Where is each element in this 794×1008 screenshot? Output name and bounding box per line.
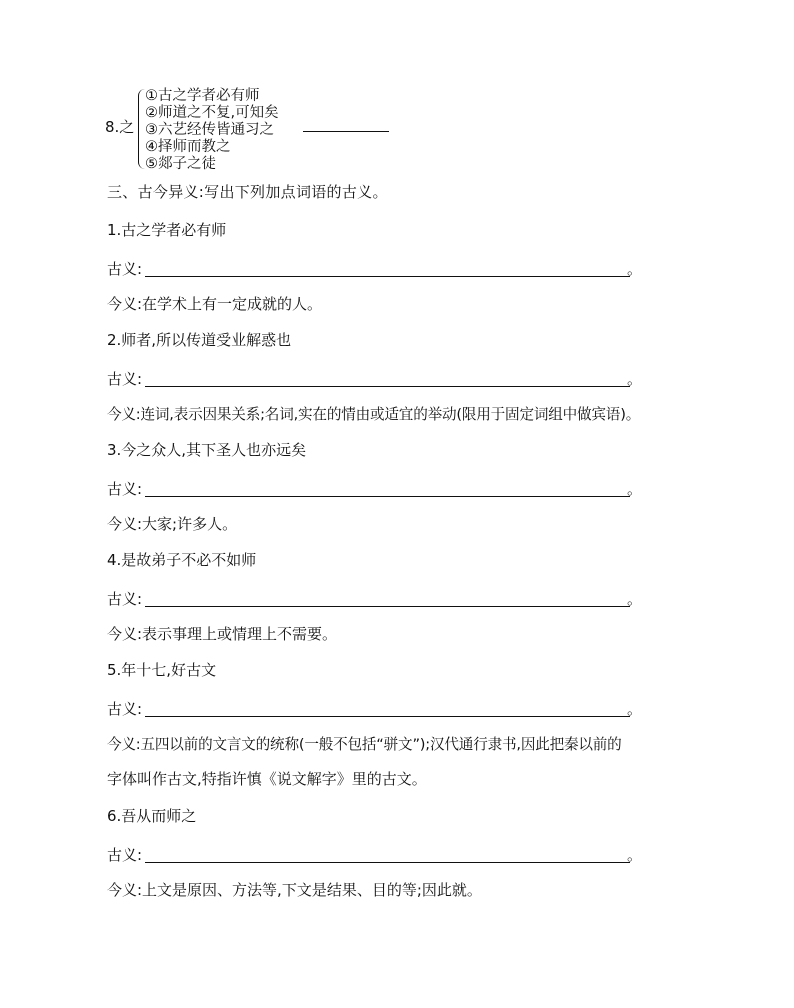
jin-meaning: 今义:在学术上有一定成就的人。: [107, 295, 323, 313]
period-mark: 。: [627, 846, 643, 864]
gu-label: 古义:: [107, 260, 143, 278]
period-mark: 。: [627, 480, 643, 498]
answer-line[interactable]: [145, 496, 630, 497]
gu-answer-row: [107, 258, 643, 280]
question-8-item: ②师道之不复,可知矣: [145, 105, 279, 121]
gu-label: 古义:: [107, 846, 143, 864]
gu-answer-row: [107, 478, 643, 500]
gu-label: 古义:: [107, 480, 143, 498]
gu-label: 古义:: [107, 700, 143, 718]
answer-line[interactable]: [145, 606, 630, 607]
gu-answer-row: [107, 844, 643, 866]
question-8-label: 8.之: [105, 118, 135, 136]
period-mark: 。: [627, 260, 643, 278]
gu-label: 古义:: [107, 590, 143, 608]
question-8-item: ③六艺经传皆通习之: [145, 122, 274, 138]
question-8: [105, 88, 425, 172]
period-mark: 。: [627, 590, 643, 608]
question-8-item: ⑤郯子之徒: [145, 156, 216, 172]
answer-line[interactable]: [145, 386, 630, 387]
question-title: 1.古之学者必有师: [107, 221, 227, 239]
period-mark: 。: [627, 370, 643, 388]
gu-label: 古义:: [107, 370, 143, 388]
answer-blank[interactable]: [303, 131, 389, 132]
question-title: 5.年十七,好古文: [107, 661, 217, 679]
jin-meaning: 今义:上文是原因、方法等,下文是结果、目的等;因此就。: [107, 881, 482, 899]
jin-meaning: 今义:连词,表示因果关系;名词,实在的情由或适宜的举动(限用于固定词组中做宾语)。: [107, 406, 641, 423]
gu-answer-row: [107, 588, 643, 610]
jin-meaning: 今义:五四以前的文言文的统称(一般不包括“骈文”);汉代通行隶书,因此把秦以前的: [107, 736, 622, 753]
jin-meaning-continued: 字体叫作古文,特指许慎《说文解字》里的古文。: [107, 770, 427, 788]
question-8-item: ④择师而教之: [145, 139, 231, 155]
question-8-item: ①古之学者必有师: [145, 88, 260, 104]
jin-meaning: 今义:表示事理上或情理上不需要。: [107, 625, 338, 643]
answer-line[interactable]: [145, 862, 630, 863]
period-mark: 。: [627, 700, 643, 718]
section-title: 三、古今异义:写出下列加点词语的古义。: [107, 183, 388, 201]
question-8-items: [145, 88, 279, 173]
answer-line[interactable]: [145, 716, 630, 717]
question-title: 3.今之众人,其下圣人也亦远矣: [107, 441, 307, 459]
question-title: 6.吾从而师之: [107, 807, 197, 825]
question-title: 2.师者,所以传道受业解惑也: [107, 331, 292, 349]
jin-meaning: 今义:大家;许多人。: [107, 515, 238, 533]
gu-answer-row: [107, 698, 643, 720]
gu-answer-row: [107, 368, 643, 390]
answer-line[interactable]: [145, 276, 630, 277]
question-title: 4.是故弟子不必不如师: [107, 551, 257, 569]
